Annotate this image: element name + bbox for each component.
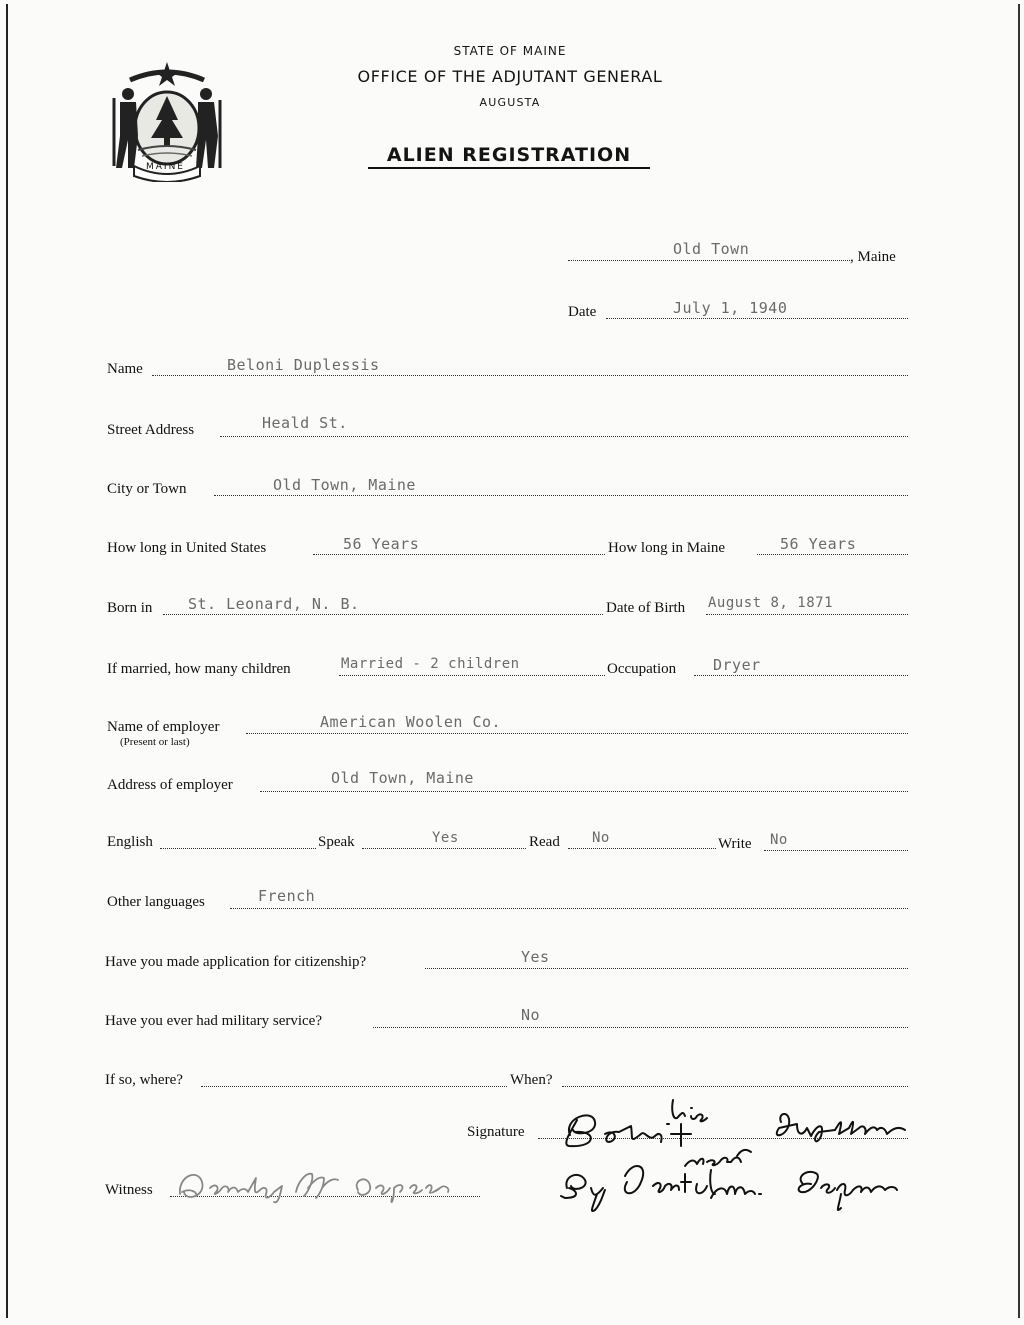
employer-label: Name of employer bbox=[107, 719, 220, 735]
name-dotted-line bbox=[152, 375, 908, 376]
city-dotted-line bbox=[214, 495, 908, 496]
children-value: Married - 2 children bbox=[341, 656, 520, 672]
children-label: If married, how many children bbox=[107, 661, 291, 677]
witness-signature-image bbox=[168, 1158, 488, 1208]
other-languages-label: Other languages bbox=[107, 894, 205, 910]
read-value: No bbox=[592, 830, 610, 846]
born-label: Born in bbox=[107, 600, 153, 616]
speak-dotted-line bbox=[362, 848, 526, 849]
maine-years-dotted-line bbox=[757, 554, 908, 555]
occupation-dotted-line bbox=[694, 675, 908, 676]
english-dotted-line bbox=[160, 848, 316, 849]
date-dotted-line bbox=[606, 318, 908, 319]
us-years-value: 56 Years bbox=[343, 535, 420, 553]
dob-label: Date of Birth bbox=[606, 600, 686, 616]
other-languages-value: French bbox=[258, 887, 316, 905]
when-dotted-line bbox=[562, 1086, 908, 1087]
seal-text: MAINE bbox=[146, 162, 185, 172]
born-dotted-line bbox=[163, 614, 603, 615]
street-label: Street Address bbox=[107, 422, 195, 438]
city-label: City or Town bbox=[107, 481, 187, 497]
born-value: St. Leonard, N. B. bbox=[188, 595, 360, 613]
read-dotted-line bbox=[568, 848, 716, 849]
signature-label: Signature bbox=[467, 1124, 525, 1140]
employer-value: American Woolen Co. bbox=[320, 713, 502, 731]
witness-label: Witness bbox=[105, 1182, 153, 1198]
dob-dotted-line bbox=[706, 614, 908, 615]
city-value: Old Town, Maine bbox=[273, 476, 416, 494]
english-label: English bbox=[107, 834, 153, 850]
citizenship-value: Yes bbox=[521, 948, 550, 966]
form-title: ALIEN REGISTRATION bbox=[386, 144, 632, 166]
street-dotted-line bbox=[220, 436, 908, 437]
speak-value: Yes bbox=[432, 830, 459, 846]
us-years-dotted-line bbox=[313, 554, 605, 555]
write-value: No bbox=[770, 832, 788, 848]
place-value: Old Town bbox=[673, 240, 750, 258]
signature-image bbox=[545, 1090, 945, 1230]
date-value: July 1, 1940 bbox=[673, 299, 788, 317]
header-office: OFFICE OF THE ADJUTANT GENERAL bbox=[357, 67, 663, 86]
maine-years-label: How long in Maine bbox=[608, 540, 726, 556]
employer-dotted-line bbox=[246, 733, 908, 734]
write-label: Write bbox=[718, 836, 752, 852]
place-suffix: , Maine bbox=[850, 249, 896, 265]
occupation-value: Dryer bbox=[713, 656, 761, 674]
military-dotted-line bbox=[373, 1027, 908, 1028]
occupation-label: Occupation bbox=[607, 661, 677, 677]
write-dotted-line bbox=[764, 850, 908, 851]
other-languages-dotted-line bbox=[230, 908, 908, 909]
citizenship-dotted-line bbox=[425, 968, 908, 969]
children-dotted-line bbox=[339, 675, 605, 676]
when-label: When? bbox=[510, 1072, 553, 1088]
title-underline bbox=[368, 167, 650, 169]
citizenship-label: Have you made application for citizenship? bbox=[105, 954, 367, 970]
military-label: Have you ever had military service? bbox=[105, 1013, 322, 1029]
header-state: STATE OF MAINE bbox=[453, 44, 567, 58]
place-dotted-line bbox=[568, 260, 850, 261]
employer-address-dotted-line bbox=[260, 791, 908, 792]
name-label: Name bbox=[107, 361, 143, 377]
employer-address-label: Address of employer bbox=[107, 777, 233, 793]
date-label: Date bbox=[568, 304, 597, 320]
employer-address-value: Old Town, Maine bbox=[331, 769, 474, 787]
dob-value: August 8, 1871 bbox=[708, 595, 834, 611]
read-label: Read bbox=[529, 834, 560, 850]
where-label: If so, where? bbox=[105, 1072, 183, 1088]
employer-sublabel: (Present or last) bbox=[120, 736, 190, 748]
street-value: Heald St. bbox=[262, 414, 348, 432]
military-value: No bbox=[521, 1006, 541, 1024]
speak-label: Speak bbox=[318, 834, 355, 850]
maine-years-value: 56 Years bbox=[780, 535, 857, 553]
us-years-label: How long in United States bbox=[107, 540, 267, 556]
where-dotted-line bbox=[201, 1086, 507, 1087]
name-value: Beloni Duplessis bbox=[227, 356, 380, 374]
header-city: AUGUSTA bbox=[479, 96, 541, 109]
